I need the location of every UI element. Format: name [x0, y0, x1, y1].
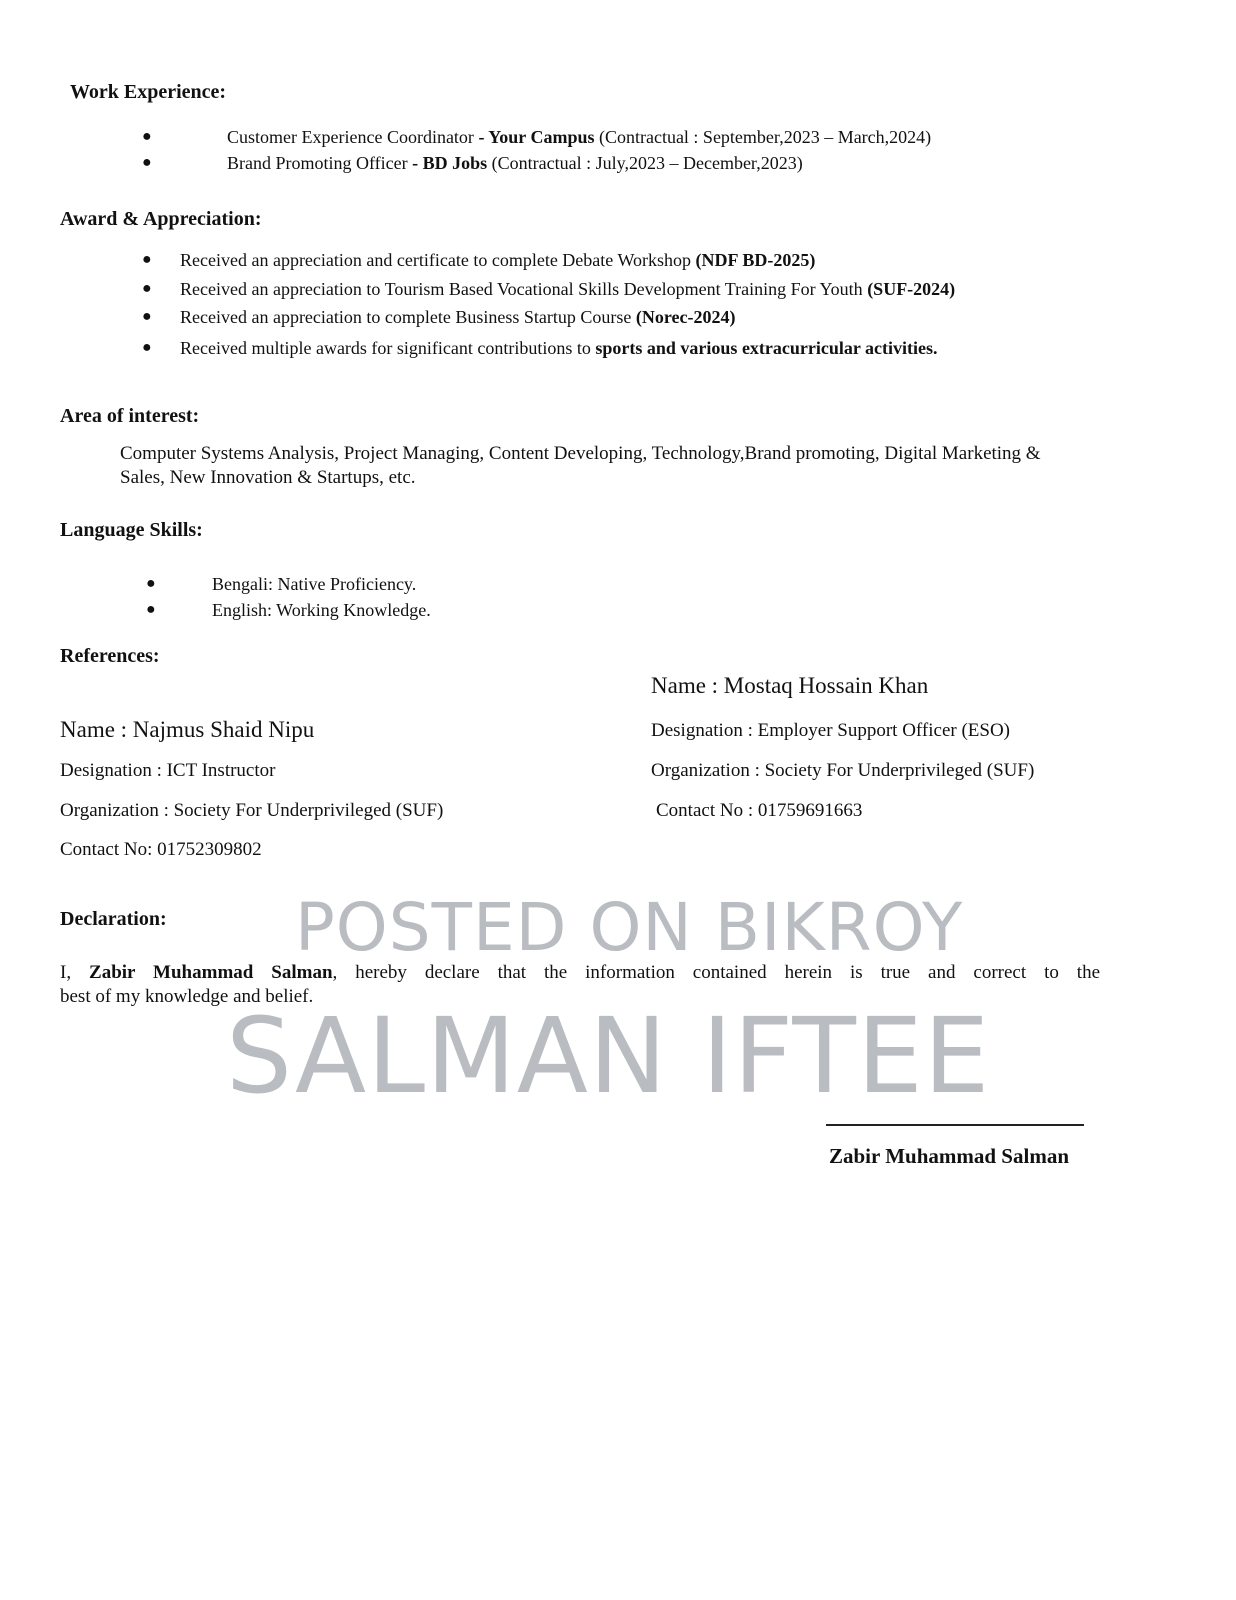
work-experience-heading: Work Experience:	[70, 81, 227, 103]
work-item: Brand Promoting Officer - BD Jobs (Contractual : July,2023 – December,2023)	[227, 153, 803, 173]
award-item: Received an appreciation and certificate to complete Debate Workshop (NDF BD-2025)	[180, 250, 816, 270]
award-item: Received multiple awards for significant contributions to sports and various extracurricular activities.	[180, 338, 938, 358]
language-item: English: Working Knowledge.	[212, 600, 431, 620]
references-heading: References:	[60, 645, 160, 667]
signature-name: Zabir Muhammad Salman	[829, 1144, 1069, 1168]
bullet-icon: ●	[146, 575, 156, 592]
declaration-heading: Declaration:	[60, 908, 167, 930]
ref-right-contact: Contact No : 01759691663	[656, 800, 863, 821]
awards-heading: Award & Appreciation:	[60, 208, 262, 230]
ref-left-name: Name : Najmus Shaid Nipu	[60, 717, 315, 742]
declaration-text: I, Zabir Muhammad Salman, hereby declare that the information contained herein is true and correct to the best of my knowledge and belief.	[60, 962, 1100, 1007]
ref-left-contact: Contact No: 01752309802	[60, 839, 262, 860]
language-heading: Language Skills:	[60, 519, 203, 541]
award-item: Received an appreciation to Tourism Based Vocational Skills Development Training For Youth (SUF-2024)	[180, 279, 956, 299]
award-item: Received an appreciation to complete Business Startup Course (Norec-2024)	[180, 307, 736, 327]
bullet-icon: ●	[142, 154, 152, 171]
watermark-name: SALMAN IFTEE	[226, 995, 991, 1117]
ref-right-organization: Organization : Society For Underprivileged (SUF)	[651, 760, 1035, 781]
interest-text: Computer Systems Analysis, Project Managing, Content Developing, Technology,Brand promoting, Digital Marketing & Sales, New Innovation & Startups, etc.	[120, 443, 1041, 488]
bullet-icon: ●	[142, 339, 152, 356]
work-item: Customer Experience Coordinator - Your Campus (Contractual : September,2023 – March,2024)	[227, 127, 932, 147]
watermark-posted: POSTED ON BIKROY	[295, 889, 964, 966]
language-item: Bengali: Native Proficiency.	[212, 574, 417, 594]
ref-right-name: Name : Mostaq Hossain Khan	[651, 673, 929, 698]
bullet-icon: ●	[142, 251, 152, 268]
ref-right-designation: Designation : Employer Support Officer (ESO)	[651, 720, 1010, 741]
bullet-icon: ●	[146, 601, 156, 618]
ref-left-organization: Organization : Society For Underprivileged (SUF)	[60, 800, 444, 821]
signature-line	[826, 1124, 1084, 1126]
ref-left-designation: Designation : ICT Instructor	[60, 760, 276, 781]
bullet-icon: ●	[142, 280, 152, 297]
interest-heading: Area of interest:	[60, 405, 200, 427]
bullet-icon: ●	[142, 308, 152, 325]
bullet-icon: ●	[142, 128, 152, 145]
